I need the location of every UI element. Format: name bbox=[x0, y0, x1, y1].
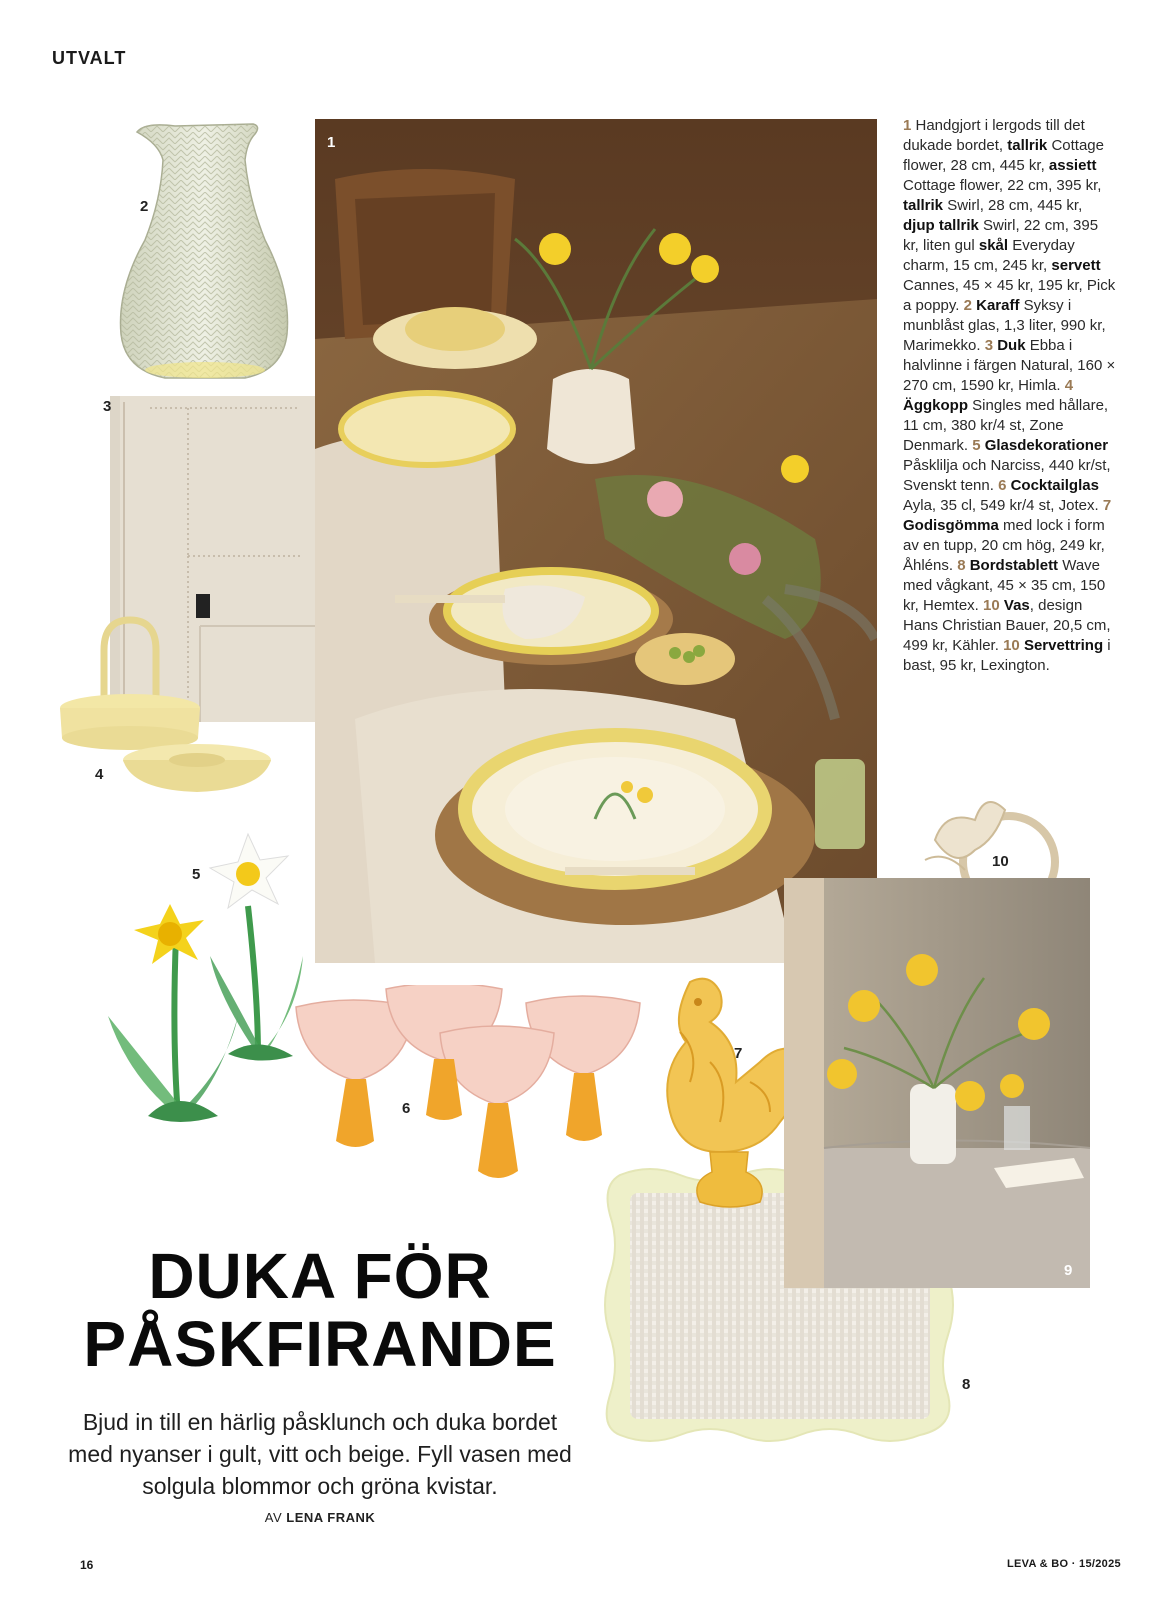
caption-product-name: assiett bbox=[1048, 157, 1097, 174]
caption-text: Swirl, 28 cm, 445 kr, bbox=[943, 197, 1083, 214]
caption-item-number: 10 bbox=[983, 597, 1000, 614]
caption-text: Swirl, 22 cm, 395 kr, liten gul bbox=[903, 217, 1099, 254]
caption-text: Singles med hållare, 11 cm, 380 kr/4 st, Zone Denmark. bbox=[903, 397, 1109, 454]
caption-product-name: Duk bbox=[997, 337, 1026, 354]
caption-text: Syksy i munblåst glas, 1,3 liter, 990 kr, Marimekko. bbox=[903, 297, 1106, 354]
caption-text: Påsklilja och Narciss, 440 kr/st, Svenskt tenn. bbox=[903, 457, 1111, 494]
item-number-6: 6 bbox=[402, 1100, 411, 1117]
caption-product-name: Cocktailglas bbox=[1010, 477, 1099, 494]
byline bbox=[200, 1510, 440, 1525]
caption-product-name: djup tallrik bbox=[903, 217, 979, 234]
caption-item-number: 1 bbox=[903, 117, 912, 134]
caption-product-name: Äggkopp bbox=[903, 397, 968, 414]
caption-product-name: servett bbox=[1051, 257, 1101, 274]
item-number-8: 8 bbox=[962, 1376, 971, 1393]
caption-item-number: 10 bbox=[1003, 637, 1020, 654]
table-setting-photo bbox=[315, 119, 877, 963]
item-number-1: 1 bbox=[327, 134, 336, 151]
caption-item-number: 6 bbox=[998, 477, 1007, 494]
page-number: 16 bbox=[80, 1558, 94, 1572]
item-number-4: 4 bbox=[95, 766, 104, 783]
caption-item-number: 5 bbox=[972, 437, 981, 454]
caption-product-name: Bordstablett bbox=[969, 557, 1059, 574]
byline-author: LENA FRANK bbox=[286, 1510, 376, 1525]
carafe-illustration bbox=[115, 120, 295, 382]
caption-text: Handgjort i lergods till det dukade bordet, bbox=[903, 117, 1085, 154]
caption-text: Cottage flower, 22 cm, 395 kr, bbox=[903, 177, 1102, 194]
caption-product-name: Servettring bbox=[1023, 637, 1104, 654]
caption-text: Ebba i halvlinne i färgen Natural, 160 × 270 cm, 1590 kr, Himla. bbox=[903, 337, 1116, 394]
caption-item-number: 2 bbox=[963, 297, 972, 314]
caption-product-name: Vas bbox=[1003, 597, 1030, 614]
caption-text: i bast, 95 kr, Lexington. bbox=[903, 637, 1111, 674]
lead-paragraph: Bjud in till en härlig påsklunch och duka bordet med nyanser i gult, vitt och beige. Fyll vasen med solgula blommor och gröna kvistar. bbox=[68, 1409, 572, 1499]
item-number-2: 2 bbox=[140, 198, 149, 215]
item-number-10: 10 bbox=[992, 853, 1009, 870]
headline-line-1: DUKA FÖR bbox=[148, 1240, 492, 1312]
caption-text: Wave med vågkant, 45 × 35 cm, 150 kr, Hemtex. bbox=[903, 557, 1106, 614]
caption-text: , design Hans Christian Bauer, 20,5 cm, 499 kr, Kähler. bbox=[903, 597, 1111, 654]
caption-text: Cannes, 45 × 45 kr, 195 kr, Pick a poppy. bbox=[903, 277, 1116, 314]
caption-text: med lock i form av en tupp, 20 cm hög, 249 kr, Åhléns. bbox=[903, 517, 1105, 574]
byline-prefix: AV bbox=[264, 1510, 283, 1525]
caption-product-name: tallrik bbox=[1007, 137, 1048, 154]
publication-issue: LEVA & BO · 15/2025 bbox=[1007, 1558, 1121, 1570]
caption-product-name: tallrik bbox=[903, 197, 944, 214]
caption-text: Cottage flower, 28 cm, 445 kr, bbox=[903, 137, 1104, 174]
egg-cups-illustration bbox=[52, 610, 272, 820]
caption-product-name: Karaff bbox=[976, 297, 1020, 314]
caption-text: Ayla, 35 cl, 549 kr/4 st, Jotex. bbox=[903, 497, 1103, 514]
caption-item-number: 3 bbox=[984, 337, 994, 354]
item-number-9: 9 bbox=[1064, 1262, 1073, 1279]
caption-item-number: 4 bbox=[1064, 377, 1074, 394]
product-caption bbox=[903, 116, 1118, 676]
headline-line-2: PÅSKFIRANDE bbox=[83, 1308, 557, 1380]
item-number-7: 7 bbox=[734, 1045, 743, 1062]
vase-photo bbox=[784, 878, 1090, 1288]
glass-daffodils-illustration bbox=[88, 816, 318, 1146]
caption-item-number: 8 bbox=[957, 557, 966, 574]
caption-text: Everyday charm, 15 cm, 245 kr, bbox=[903, 237, 1075, 274]
page-headline bbox=[40, 1242, 600, 1378]
caption-product-name: Glasdekorationer bbox=[984, 437, 1109, 454]
caption-item-number: 7 bbox=[1102, 497, 1112, 514]
section-label: UTVALT bbox=[52, 48, 127, 68]
item-number-5: 5 bbox=[192, 866, 201, 883]
item-number-3: 3 bbox=[103, 398, 112, 415]
caption-product-name: skål bbox=[978, 237, 1009, 254]
caption-product-name: Godisgömma bbox=[903, 517, 999, 534]
